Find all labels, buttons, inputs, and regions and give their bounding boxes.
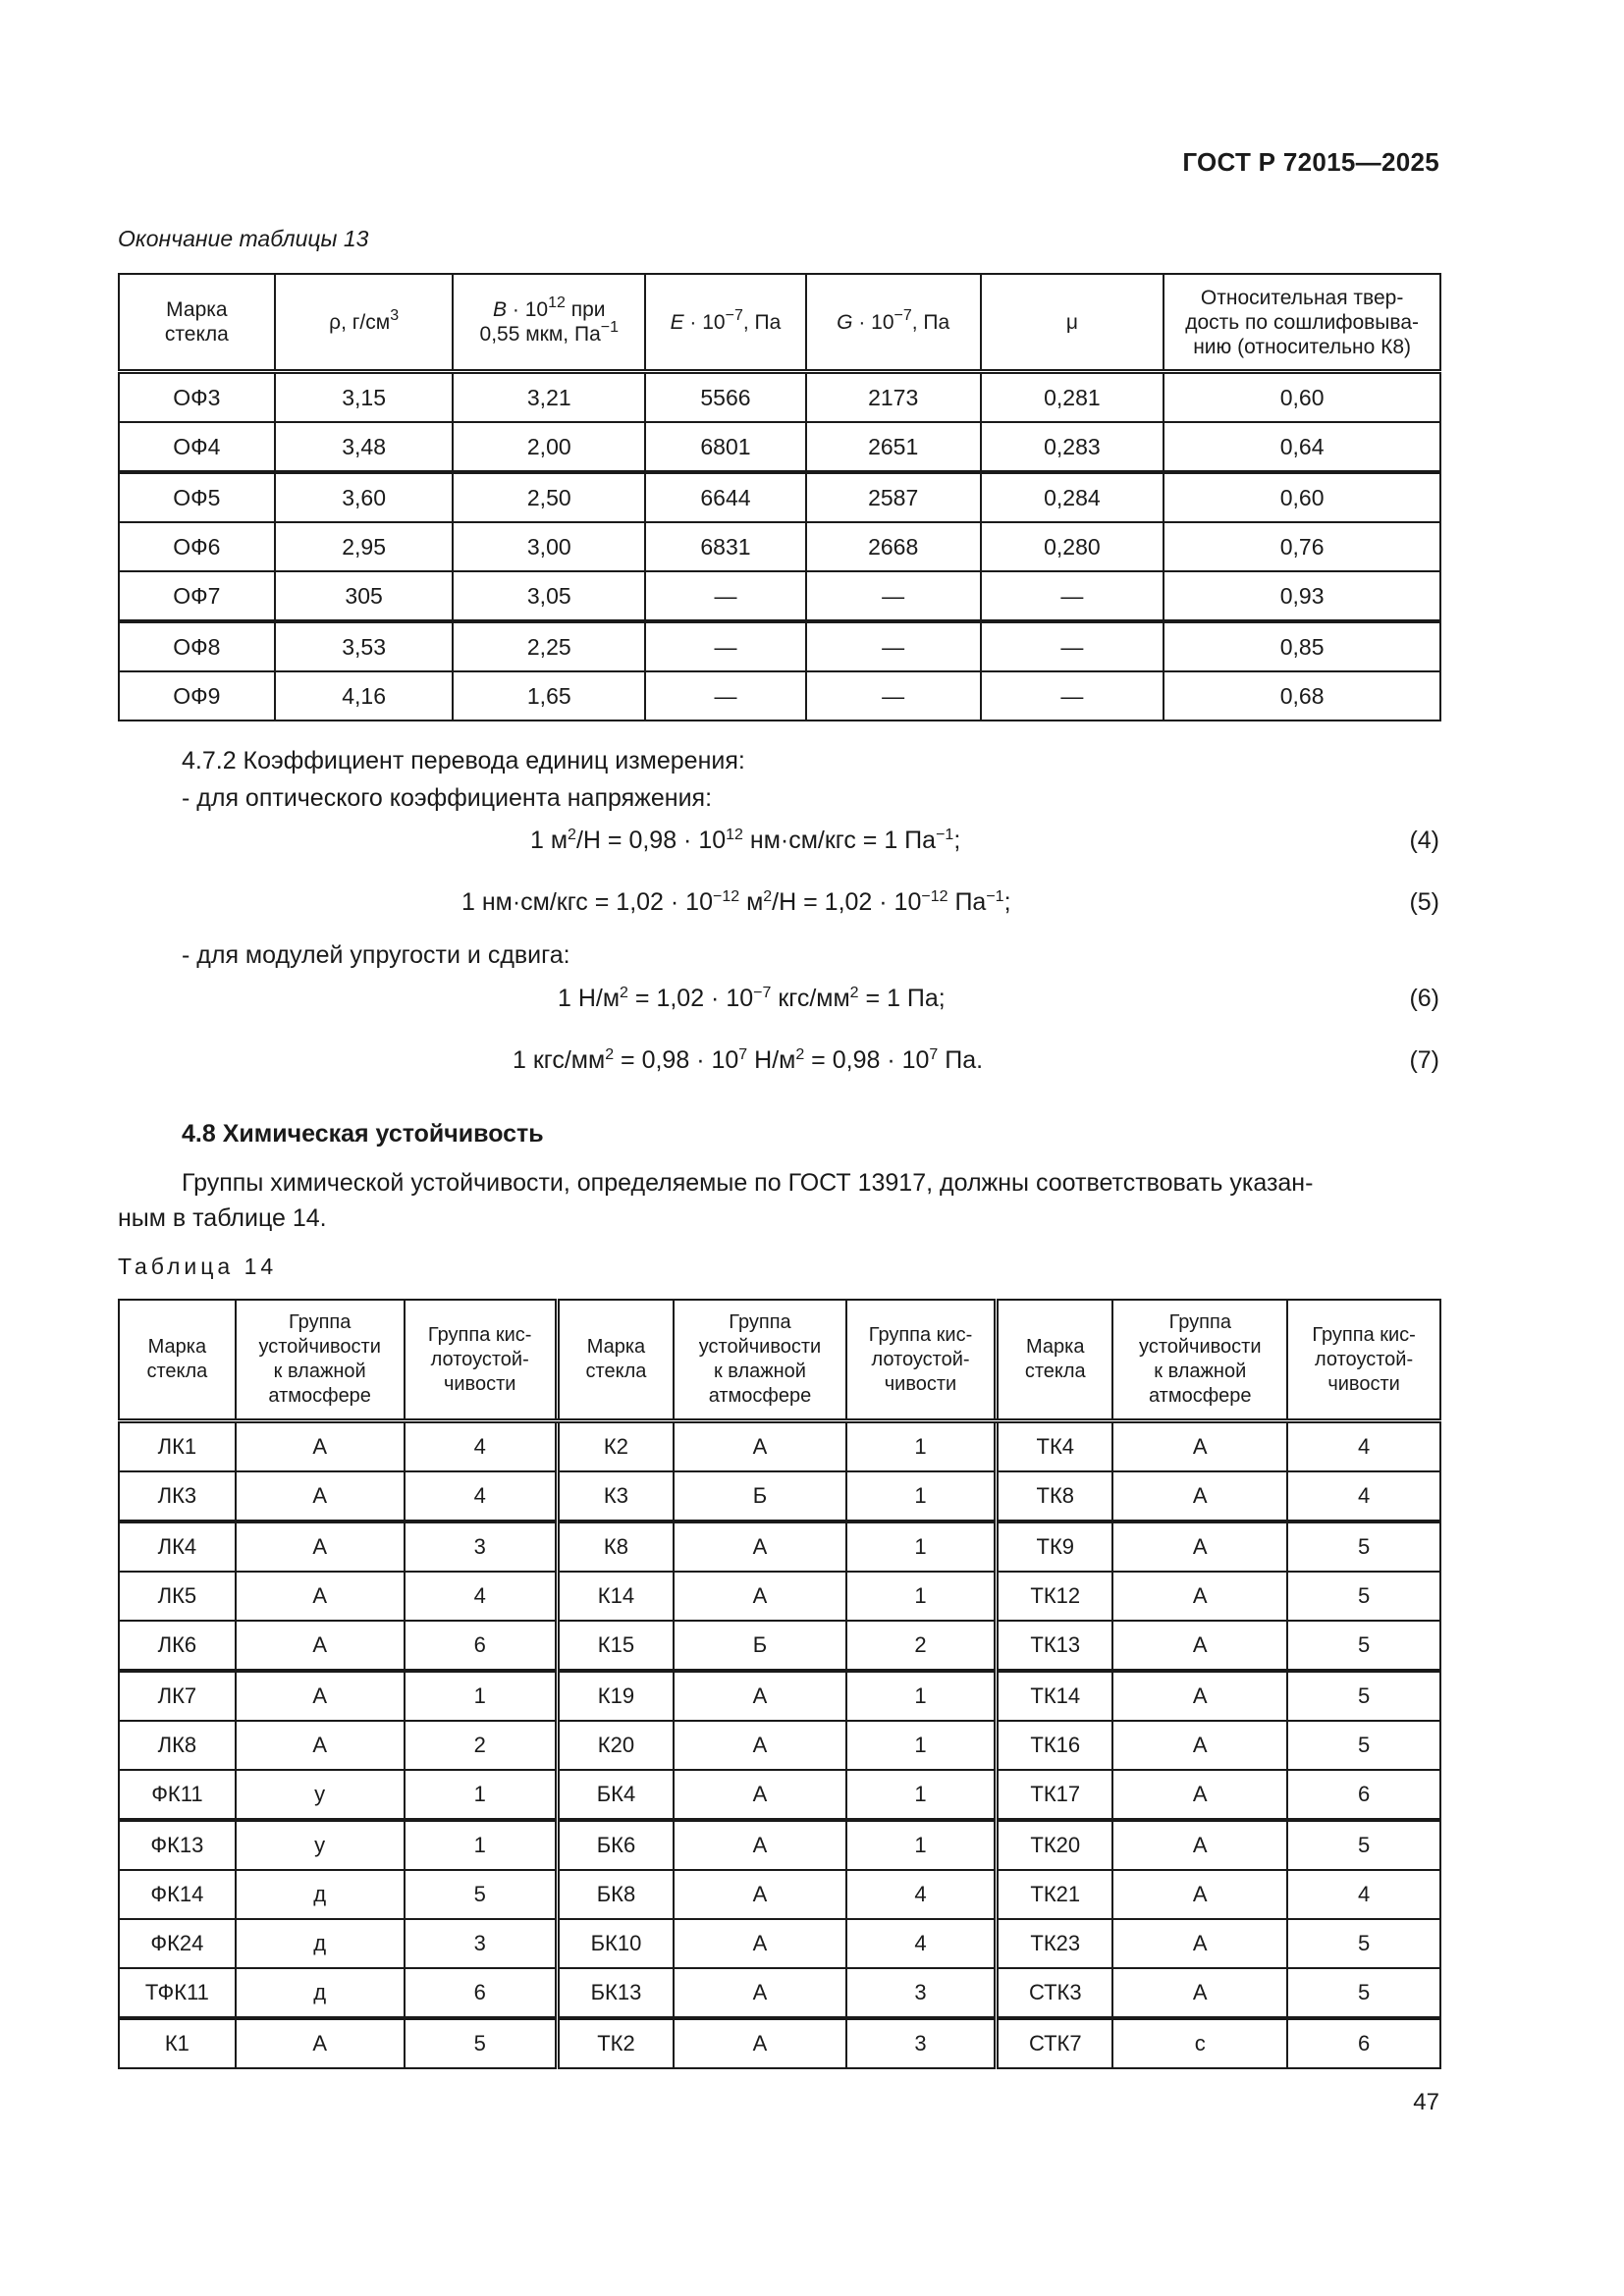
table-cell: 0,283 [981,422,1164,472]
table-cell: 6801 [645,422,806,472]
table-row [119,1522,1440,1572]
table-row [119,1770,1440,1820]
table-cell: 3 [846,2018,997,2068]
table-cell: ТК16 [997,1721,1113,1770]
table-cell: А [674,1572,846,1621]
table-cell: 1 [846,1572,997,1621]
table-cell: ОФ7 [119,571,275,621]
table13-caption: Окончание таблицы 13 [118,226,369,251]
table-cell: 0,60 [1164,372,1440,423]
section-4-8-heading: 4.8 Химическая устойчивость [182,1120,544,1148]
table-cell: 3,21 [453,372,645,423]
table-cell: А [236,1471,405,1522]
table-cell: 3 [405,1919,558,1968]
table-cell: 1 [846,1671,997,1721]
table-cell: ЛК3 [119,1471,236,1522]
table-cell: 5 [405,2018,558,2068]
table-row [119,472,1440,522]
table-cell: 2,25 [453,621,645,671]
table-cell: ОФ9 [119,671,275,721]
table-cell: А [236,1621,405,1671]
table-row [119,1968,1440,2018]
formula-5-number: (5) [1409,888,1439,916]
table-cell: А [1112,1919,1287,1968]
header-density: ρ, $г/см^3$ [275,274,454,372]
table14-header-row [119,1300,1440,1421]
section-4-8-paragraph-line1: Группы химической устойчивости, определяемые по ГОСТ 13917, должны соответствовать указан- [182,1169,1314,1197]
table-cell: 5 [1287,1522,1440,1572]
table-cell: ТК21 [997,1870,1113,1919]
table-cell: 1 [846,1721,997,1770]
header-mark-3: Марка стекла [997,1300,1113,1421]
table-row [119,1421,1440,1472]
header-shear-modulus: $G \cdot 10^{-7}$, Па [806,274,981,372]
table-row [119,1471,1440,1522]
table-cell: БК8 [557,1870,674,1919]
table13-header-row [119,274,1440,372]
table-cell: 2651 [806,422,981,472]
table-cell: СТК7 [997,2018,1113,2068]
bullet-elastic-moduli: - для модулей упругости и сдвига: [182,941,570,969]
table-cell: д [236,1919,405,1968]
formula-4: 1 $м^2/Н = 0,98 \cdot 10^{12}$ нм·см/кгс = 1 $Па^{-1}$; [530,827,961,854]
table-cell: 0,60 [1164,472,1440,522]
table-cell: 0,85 [1164,621,1440,671]
table-cell: А [236,1421,405,1472]
table-cell: К2 [557,1421,674,1472]
table-cell: А [674,1870,846,1919]
table-cell: А [1112,1621,1287,1671]
table-cell: А [1112,1870,1287,1919]
table-cell: А [236,1572,405,1621]
table-cell: 5 [1287,1820,1440,1870]
table-cell: А [674,1522,846,1572]
section-4-7-2-heading: 4.7.2 Коэффициент перевода единиц измерения: [182,747,745,774]
table-cell: 1 [405,1820,558,1870]
table-cell: 0,93 [1164,571,1440,621]
table-cell: 4 [846,1919,997,1968]
table-cell: 3,53 [275,621,454,671]
table-cell: А [674,1421,846,1472]
table-cell: БК13 [557,1968,674,2018]
table-cell: ЛК5 [119,1572,236,1621]
header-young-modulus: $E \cdot 10^{-7}$, Па [645,274,806,372]
formula-6-number: (6) [1409,985,1439,1012]
table-cell: 1 [405,1770,558,1820]
table-cell: 4 [1287,1421,1440,1472]
table-cell: 0,281 [981,372,1164,423]
table-cell: 5566 [645,372,806,423]
table-cell: А [236,1522,405,1572]
table-cell: 5 [405,1870,558,1919]
table-cell: А [1112,1522,1287,1572]
table-cell: БК10 [557,1919,674,1968]
table-cell: А [236,1721,405,1770]
table-cell: ТК12 [997,1572,1113,1621]
table-row [119,1572,1440,1621]
table-cell: ТФК11 [119,1968,236,2018]
table-cell: с [1112,2018,1287,2068]
table-cell: 3,15 [275,372,454,423]
table-cell: 0,64 [1164,422,1440,472]
table-cell: 1 [846,1820,997,1870]
table-cell: 3 [405,1522,558,1572]
table-cell: А [674,1820,846,1870]
table-cell: — [981,621,1164,671]
table-cell: ФК14 [119,1870,236,1919]
table-cell: — [645,621,806,671]
table-cell: А [1112,1572,1287,1621]
formula-4-number: (4) [1409,827,1439,854]
table-cell: 2,95 [275,522,454,571]
table-row [119,1721,1440,1770]
table-cell: ТК2 [557,2018,674,2068]
header-mark-2: Марка стекла [557,1300,674,1421]
table-cell: д [236,1968,405,2018]
table-cell: К15 [557,1621,674,1671]
table-cell: ТК8 [997,1471,1113,1522]
table-cell: — [981,571,1164,621]
table-cell: 2668 [806,522,981,571]
table-row [119,372,1440,423]
table-cell: — [981,671,1164,721]
table-cell: 1 [405,1671,558,1721]
header-humid-2: Группа устойчивости к влажной атмосфере [674,1300,846,1421]
table-cell: 2587 [806,472,981,522]
table-cell: ТК9 [997,1522,1113,1572]
table-row [119,1671,1440,1721]
table-cell: 4,16 [275,671,454,721]
table-cell: 4 [1287,1870,1440,1919]
table-cell: ТК14 [997,1671,1113,1721]
table-cell: 1,65 [453,671,645,721]
table-cell: 2,00 [453,422,645,472]
table-cell: — [806,621,981,671]
formula-7: 1 кгс/$мм^2 = 0,98 \cdot 10^7$ $Н/м^2 = 0,98 \cdot 10^7$ Па. [513,1046,984,1074]
header-mark-1: Марка стекла [119,1300,236,1421]
table-cell: 6 [405,1968,558,2018]
table-cell: 0,280 [981,522,1164,571]
table-cell: ТК20 [997,1820,1113,1870]
table-14 [118,1299,1441,2069]
table-cell: БК4 [557,1770,674,1820]
table-cell: А [674,1671,846,1721]
table-row [119,671,1440,721]
table-cell: А [1112,1471,1287,1522]
table-cell: 6 [1287,1770,1440,1820]
table-cell: А [1112,1421,1287,1472]
table-cell: БК6 [557,1820,674,1870]
section-4-8-paragraph-line2: ным в таблице 14. [118,1204,327,1232]
page-number: 47 [1413,2089,1439,2115]
table-cell: 5 [1287,1572,1440,1621]
table-cell: ОФ6 [119,522,275,571]
table-row [119,422,1440,472]
header-poisson-ratio: μ [981,274,1164,372]
table-row [119,2018,1440,2068]
table-cell: — [806,571,981,621]
table-cell: 5 [1287,1919,1440,1968]
table-cell: 1 [846,1421,997,1472]
header-acid-2: Группа кис- лотоустой- чивости [846,1300,997,1421]
table-cell: А [1112,1671,1287,1721]
table-cell: 5 [1287,1671,1440,1721]
table-cell: 2,50 [453,472,645,522]
table-cell: К8 [557,1522,674,1572]
table-cell: ОФ5 [119,472,275,522]
table-cell: К20 [557,1721,674,1770]
table-cell: ФК13 [119,1820,236,1870]
table-cell: д [236,1870,405,1919]
table-cell: А [1112,1770,1287,1820]
table-cell: 3 [846,1968,997,2018]
header-mark: Марка стекла [119,274,275,372]
table-cell: 6 [405,1621,558,1671]
document-id: ГОСТ Р 72015—2025 [1182,147,1439,177]
table-cell: К1 [119,2018,236,2068]
table-cell: 305 [275,571,454,621]
table-cell: 1 [846,1770,997,1820]
table-cell: 2 [405,1721,558,1770]
table-cell: А [236,1671,405,1721]
table-cell: — [806,671,981,721]
table-cell: ОФ8 [119,621,275,671]
table-cell: СТК3 [997,1968,1113,2018]
formula-5: 1 $нм\cdot см/кгс = 1,02 \cdot 10^{-12}$ $м^2/Н = 1,02 \cdot 10^{-12}$ $Па^{-1}$; [461,888,1011,916]
table-cell: А [674,1721,846,1770]
header-stress-optic-coefficient: $B \cdot 10^{12}$ при 0,55 мкм, $Па^{-1}$ [453,274,645,372]
table-cell: А [674,1968,846,2018]
table-cell: К14 [557,1572,674,1621]
table-cell: А [236,2018,405,2068]
table-cell: А [1112,1721,1287,1770]
table-cell: ТК17 [997,1770,1113,1820]
table-row [119,1820,1440,1870]
header-acid-1: Группа кис- лотоустой- чивости [405,1300,558,1421]
table-cell: ЛК6 [119,1621,236,1671]
table-cell: — [645,571,806,621]
table-cell: ТК13 [997,1621,1113,1671]
table-cell: 4 [846,1870,997,1919]
table-cell: 6644 [645,472,806,522]
table-cell: 3,60 [275,472,454,522]
table-cell: Б [674,1471,846,1522]
table-cell: 4 [405,1471,558,1522]
table-cell: 3,00 [453,522,645,571]
table-cell: 4 [405,1421,558,1472]
table-cell: ТК23 [997,1919,1113,1968]
table-cell: 1 [846,1522,997,1572]
table-cell: А [674,1770,846,1820]
table-cell: 5 [1287,1968,1440,2018]
table-cell: 5 [1287,1621,1440,1671]
table-cell: ЛК4 [119,1522,236,1572]
table-cell: 0,68 [1164,671,1440,721]
table14-caption: Таблица 14 [118,1254,278,1279]
table-cell: А [1112,1968,1287,2018]
table-cell: А [674,1919,846,1968]
table-cell: 4 [405,1572,558,1621]
table-cell: 0,76 [1164,522,1440,571]
table-cell: К19 [557,1671,674,1721]
header-humid-3: Группа устойчивости к влажной атмосфере [1112,1300,1287,1421]
table-cell: ТК4 [997,1421,1113,1472]
table-cell: 0,284 [981,472,1164,522]
table-cell: 5 [1287,1721,1440,1770]
table-cell: 2 [846,1621,997,1671]
table-cell: ФК24 [119,1919,236,1968]
table-cell: 6 [1287,2018,1440,2068]
table-cell: А [1112,1820,1287,1870]
table-cell: у [236,1820,405,1870]
table-cell: ФК11 [119,1770,236,1820]
table-13 [118,273,1441,721]
table-cell: Б [674,1621,846,1671]
table-row [119,1919,1440,1968]
formula-6: 1 $Н/м^2 = 1,02 \cdot 10^{-7}$ кгс/$мм^2 = 1$ Па; [558,985,946,1012]
table-cell: ЛК7 [119,1671,236,1721]
table-cell: 4 [1287,1471,1440,1522]
table-cell: 1 [846,1471,997,1522]
header-humid-1: Группа устойчивости к влажной атмосфере [236,1300,405,1421]
table-cell: 3,05 [453,571,645,621]
table-row [119,621,1440,671]
table-cell: К3 [557,1471,674,1522]
header-relative-hardness: Относительная твер- дость по сошлифовыва- нию (относительно К8) [1164,274,1440,372]
table-cell: ЛК1 [119,1421,236,1472]
table-cell: ОФ3 [119,372,275,423]
table-row [119,1621,1440,1671]
table-cell: 3,48 [275,422,454,472]
table-cell: — [645,671,806,721]
table-cell: 6831 [645,522,806,571]
header-acid-3: Группа кис- лотоустой- чивости [1287,1300,1440,1421]
table-row [119,571,1440,621]
table-cell: ЛК8 [119,1721,236,1770]
table-cell: А [674,2018,846,2068]
table-cell: ОФ4 [119,422,275,472]
table-cell: 2173 [806,372,981,423]
table-row [119,1870,1440,1919]
formula-7-number: (7) [1409,1046,1439,1074]
table-cell: у [236,1770,405,1820]
table-row [119,522,1440,571]
bullet-optical-coefficient: - для оптического коэффициента напряжения: [182,784,713,812]
